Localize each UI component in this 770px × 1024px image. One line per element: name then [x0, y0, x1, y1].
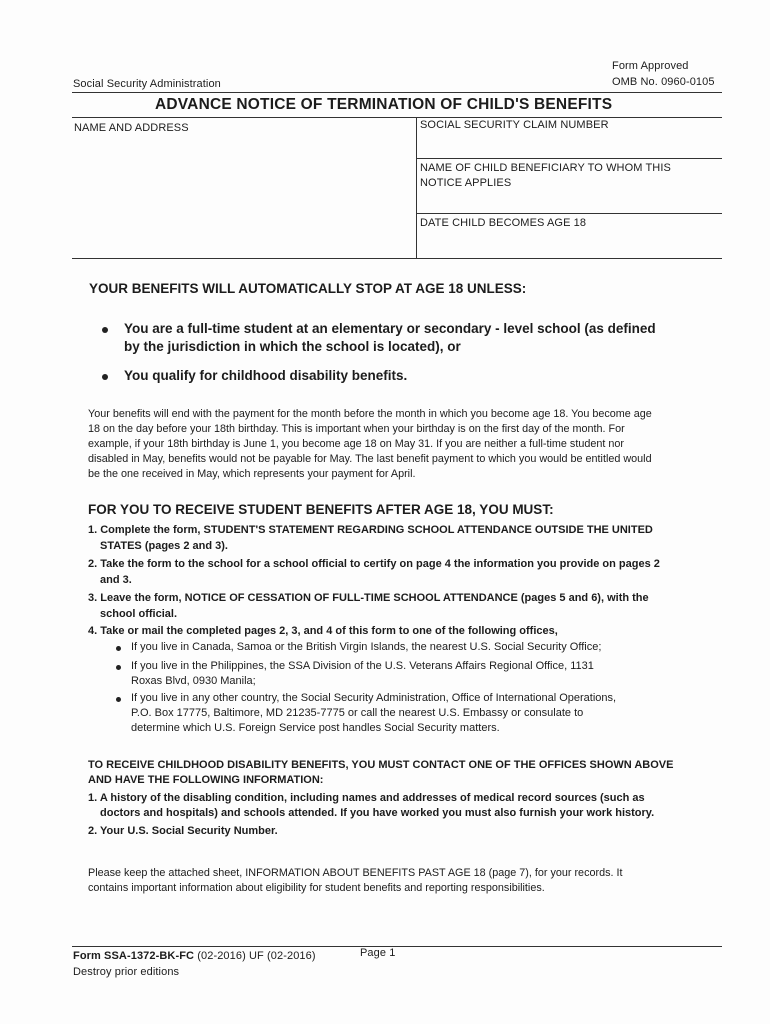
destroy-note: Destroy prior editions [73, 966, 180, 978]
agency-name: Social Security Administration [73, 78, 221, 90]
unless-heading: YOUR BENEFITS WILL AUTOMATICALLY STOP AT AGE 18 UNLESS: [89, 281, 527, 296]
step-2-line-2: and 3. [100, 574, 132, 586]
page-number: Page 1 [360, 947, 396, 959]
disability-item-1-line-2: doctors and hospitals) and schools attended. If you have worked you must also furnish your work history. [100, 807, 655, 819]
office-other-line-1: If you live in any other country, the Social Security Administration, Office of International Operations, [131, 692, 617, 704]
keep-sheet-line-2: contains important information about eligibility for student benefits and reporting responsibilities. [88, 882, 545, 894]
form-number-dates: (02-2016) UF (02-2016) [194, 950, 316, 962]
bullet-dot [116, 697, 121, 702]
field-divider [416, 118, 417, 258]
bullet-dot [116, 665, 121, 670]
office-philippines-line-2: Roxas Blvd, 0930 Manila; [131, 675, 256, 687]
student-condition-line-2: by the jurisdiction in which the school is located), or [124, 339, 461, 354]
paragraph-line: Your benefits will end with the payment for the month before the month in which you become age 18. You become age [88, 408, 652, 420]
claim-number-field-label: SOCIAL SECURITY CLAIM NUMBER [420, 119, 609, 131]
child-name-rule [416, 213, 722, 214]
claim-number-rule [416, 158, 722, 159]
child-name-field-label-2: NOTICE APPLIES [420, 177, 512, 189]
name-address-field-label: NAME AND ADDRESS [74, 122, 189, 134]
office-other-line-2: P.O. Box 17775, Baltimore, MD 21235-7775 or call the nearest U.S. Embassy or consulate to [131, 707, 584, 719]
omb-number: OMB No. 0960-0105 [612, 76, 715, 88]
disability-item-1-line-1: 1. A history of the disabling condition, including names and addresses of medical record sources (such as [88, 792, 645, 804]
bullet-dot [102, 374, 108, 380]
step-1-line-1: 1. Complete the form, STUDENT'S STATEMENT REGARDING SCHOOL ATTENDANCE OUTSIDE THE UNITED [88, 524, 653, 536]
step-1-line-2: STATES (pages 2 and 3). [100, 540, 228, 552]
footer-rule [72, 946, 722, 947]
form-title: ADVANCE NOTICE OF TERMINATION OF CHILD'S BENEFITS [155, 96, 613, 113]
form-approved-label: Form Approved [612, 60, 689, 72]
office-other-line-3: determine which U.S. Foreign Service post handles Social Security matters. [131, 722, 500, 734]
form-number [73, 950, 316, 962]
paragraph-line: disabled in May, benefits would not be payable for May. The last benefit payment to which you would be entitled would [88, 453, 652, 465]
paragraph-line: example, if your 18th birthday is June 1, you become age 18 on May 31. If you are neither a full-time student nor [88, 438, 624, 450]
bullet-dot [116, 646, 121, 651]
form-number-bold: Form SSA-1372-BK-FC [73, 950, 195, 962]
bullet-dot [102, 327, 108, 333]
office-philippines-line-1: If you live in the Philippines, the SSA Division of the U.S. Veterans Affairs Regional Office, 1131 [131, 660, 594, 672]
disability-heading-line-1: TO RECEIVE CHILDHOOD DISABILITY BENEFITS, YOU MUST CONTACT ONE OF THE OFFICES SHOWN ABOVE [88, 759, 674, 771]
step-3-line-2: school official. [100, 608, 178, 620]
disability-item-2: 2. Your U.S. Social Security Number. [88, 825, 278, 837]
disability-condition: You qualify for childhood disability benefits. [124, 368, 408, 383]
child-name-field-label-1: NAME OF CHILD BENEFICIARY TO WHOM THIS [420, 162, 671, 174]
title-rule [72, 117, 722, 118]
step-3-line-1: 3. Leave the form, NOTICE OF CESSATION OF FULL-TIME SCHOOL ATTENDANCE (pages 5 and 6), with the [88, 592, 649, 604]
student-benefits-heading: FOR YOU TO RECEIVE STUDENT BENEFITS AFTER AGE 18, YOU MUST: [88, 502, 554, 517]
step-2-line-1: 2. Take the form to the school for a school official to certify on page 4 the information you provide on pages 2 [88, 558, 660, 570]
office-canada: If you live in Canada, Samoa or the British Virgin Islands, the nearest U.S. Social Security Office; [131, 641, 602, 653]
paragraph-line: be the one received in May, which represents your payment for April. [88, 468, 416, 480]
student-condition-line-1: You are a full-time student at an elementary or secondary - level school (as defined [124, 321, 656, 336]
keep-sheet-line-1: Please keep the attached sheet, INFORMATION ABOUT BENEFITS PAST AGE 18 (page 7), for your records. It [88, 867, 623, 879]
date-18-field-label: DATE CHILD BECOMES AGE 18 [420, 217, 587, 229]
header-rule [72, 92, 722, 93]
paragraph-line: 18 on the day before your 18th birthday. This is important when your birthday is on the first day of the month. For [88, 423, 625, 435]
disability-heading-line-2: AND HAVE THE FOLLOWING INFORMATION: [88, 774, 324, 786]
step-4: 4. Take or mail the completed pages 2, 3, and 4 of this form to one of the following offices, [88, 625, 558, 637]
fields-bottom-rule [72, 258, 722, 259]
